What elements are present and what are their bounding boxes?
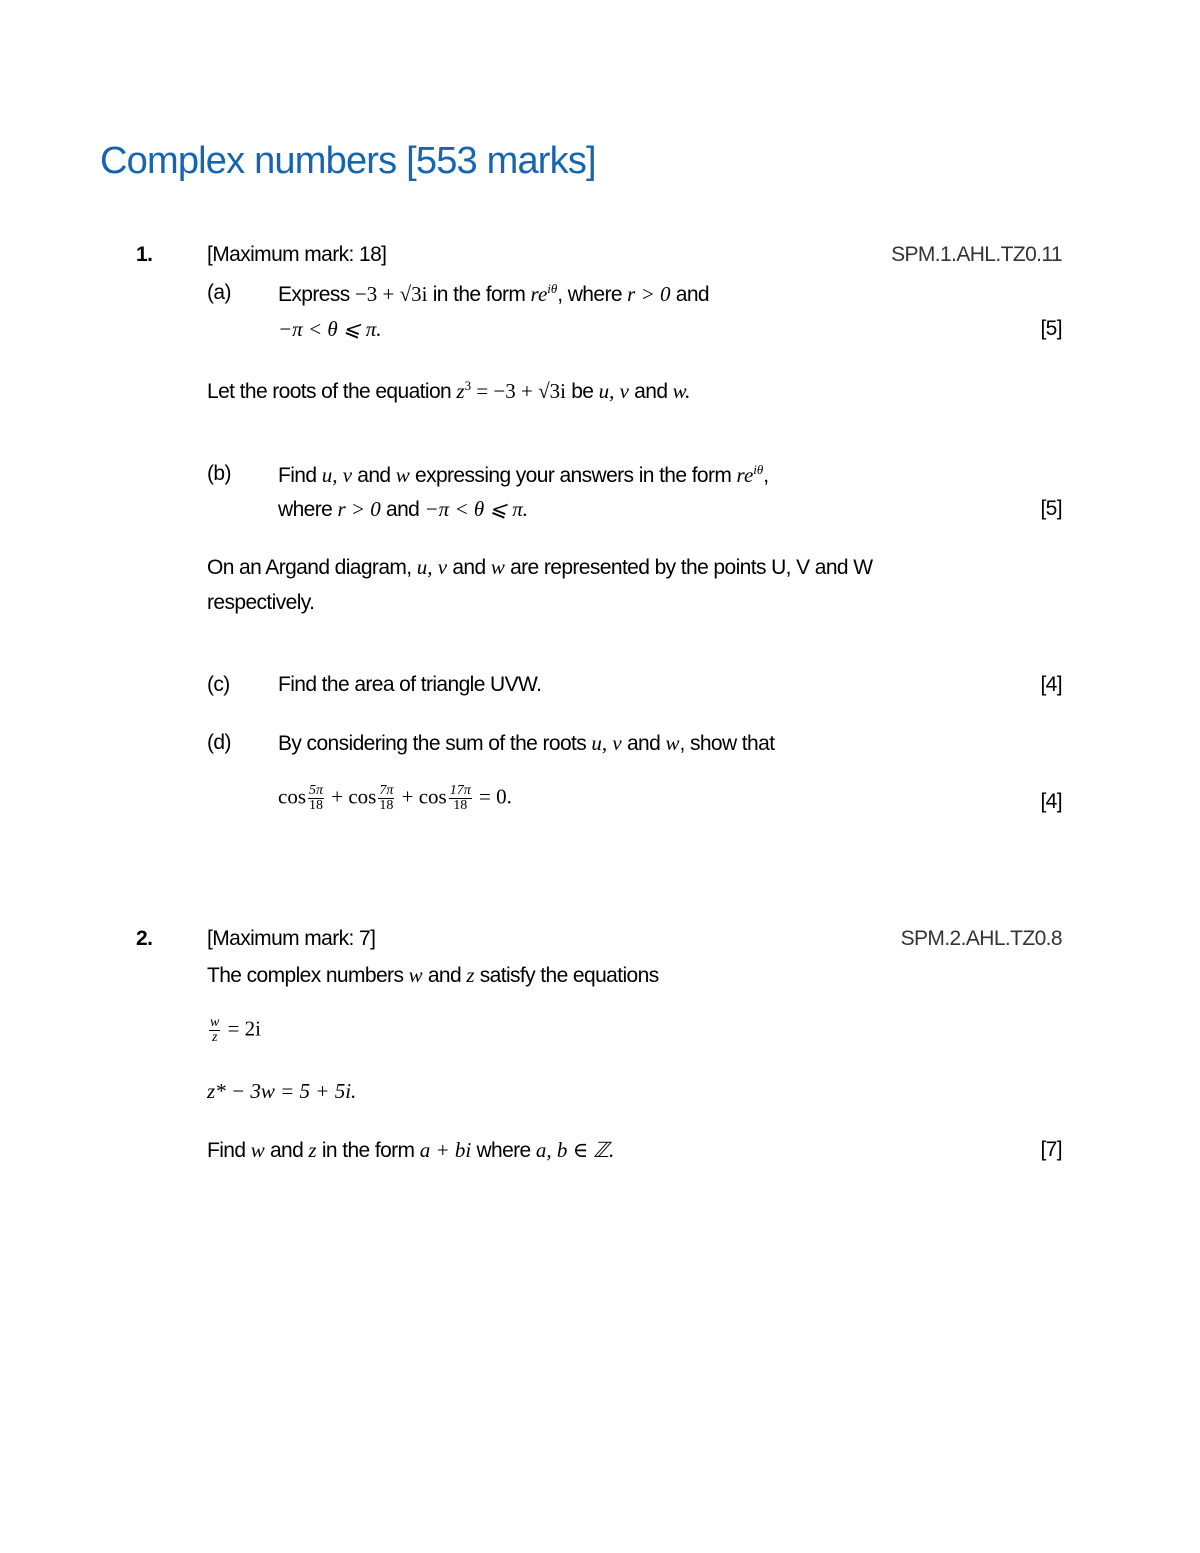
equation-1-rhs: = 2i: [222, 1016, 262, 1041]
roots-text-3: and: [628, 380, 673, 403]
find-text-2: and: [264, 1139, 309, 1162]
find-ab-integers: a, b ∈ ℤ.: [535, 1138, 615, 1162]
cos-1: cos: [278, 784, 306, 809]
part-b-text-2: and: [352, 464, 396, 487]
find-a-plus-bi: a + bi: [419, 1138, 472, 1162]
part-d-text-1: By considering the sum of the roots: [278, 732, 592, 755]
fraction-w-over-z: [209, 1016, 220, 1045]
part-b-theta-range: −π < θ ⩽ π.: [424, 497, 529, 521]
part-d-text-3: , show that: [679, 732, 775, 755]
part-a-theta-range: −π < θ ⩽ π.: [278, 317, 382, 341]
cos-2: cos: [348, 784, 377, 809]
part-d-line-1: [278, 731, 774, 756]
roots-w: w.: [672, 379, 691, 403]
part-b-label: (b): [207, 462, 231, 485]
roots-text-1: Let the roots of the equation: [207, 380, 457, 403]
part-a-re: re: [530, 282, 548, 306]
part-c-label: (c): [207, 673, 230, 696]
part-a-marks: [5]: [1040, 317, 1062, 340]
part-a-line-1: [278, 281, 709, 307]
q2-text-3: satisfy the equations: [474, 964, 659, 987]
argand-text-2: and: [447, 556, 491, 579]
find-text-3: in the form: [316, 1139, 420, 1162]
question-1-max-mark: [Maximum mark: 18]: [207, 243, 387, 266]
question-2-max-mark: [Maximum mark: 7]: [207, 927, 376, 950]
part-d-text-2: and: [621, 732, 666, 755]
plus-1: +: [326, 784, 349, 809]
part-a-text-where: , where: [557, 283, 628, 306]
fraction-7pi-18: [378, 784, 394, 813]
q2-text-2: and: [422, 964, 467, 987]
part-a-expression: −3 + √3i: [354, 282, 428, 306]
page-title: Complex numbers [553 marks]: [100, 140, 596, 182]
roots-statement: [207, 378, 690, 404]
question-1-reference: SPM.1.AHL.TZ0.11: [891, 243, 1062, 266]
part-b-line-1: [278, 462, 769, 488]
question-2-task: [207, 1138, 614, 1163]
part-d-w: w: [665, 731, 680, 755]
equation-2: z* − 3w = 5 + 5i.: [207, 1079, 357, 1103]
find-w: w: [250, 1138, 265, 1162]
part-d-marks: [4]: [1040, 790, 1062, 813]
q2-z: z: [466, 963, 475, 987]
roots-equation: = −3 + √3i: [471, 379, 566, 403]
part-a-text-inform: in the form: [427, 283, 531, 306]
plus-2: +: [396, 784, 419, 809]
part-a-label: (a): [207, 281, 231, 304]
cos-3: cos: [418, 784, 447, 809]
question-2-reference: SPM.2.AHL.TZ0.8: [900, 927, 1062, 950]
part-a-r-condition: r > 0: [627, 282, 671, 306]
fraction-2-denominator: 18: [379, 798, 394, 813]
fraction-w: w: [210, 1015, 220, 1030]
fraction-1-numerator: 5π: [309, 783, 324, 798]
roots-z: z: [456, 379, 465, 403]
question-2-marks: [7]: [1040, 1138, 1062, 1161]
part-b-comma: ,: [763, 464, 769, 487]
fraction-3-numerator: 17π: [449, 783, 471, 798]
part-c-marks: [4]: [1040, 673, 1062, 696]
part-b-text-5: and: [380, 498, 425, 521]
part-d-uv: u, v: [591, 731, 622, 755]
part-b-marks: [5]: [1040, 497, 1062, 520]
roots-uv: u, v: [598, 379, 629, 403]
part-b-w: w: [395, 463, 410, 487]
roots-text-2: be: [565, 380, 599, 403]
argand-text-1: On an Argand diagram,: [207, 556, 417, 579]
argand-statement-line-2: respectively.: [207, 591, 315, 614]
fraction-z: z: [211, 1030, 218, 1045]
fraction-17pi-18: [449, 784, 472, 813]
fraction-1-denominator: 18: [309, 798, 323, 813]
part-b-text-4: where: [278, 498, 338, 521]
part-b-uv: u, v: [321, 463, 353, 487]
argand-statement-line-1: [207, 555, 872, 580]
part-d-cos-sum: [278, 784, 512, 813]
question-2-number: 2.: [136, 927, 153, 950]
argand-w: w: [490, 555, 505, 579]
fraction-3-denominator: 18: [453, 798, 468, 813]
find-text-4: where: [471, 1139, 536, 1162]
part-b-text-1: Find: [278, 464, 322, 487]
find-text-1: Find: [207, 1139, 251, 1162]
question-2-stem: [207, 963, 659, 988]
argand-text-3: are represented by the points U, V and W: [504, 556, 873, 579]
fraction-5pi-18: [308, 784, 324, 813]
part-a-itheta: iθ: [547, 281, 558, 296]
part-b-itheta: iθ: [753, 462, 764, 477]
part-a-text-express: Express: [278, 283, 350, 306]
part-b-line-2: [278, 497, 528, 522]
equals-zero: = 0.: [473, 784, 512, 809]
roots-cube: 3: [464, 378, 472, 393]
part-d-label: (d): [207, 731, 231, 754]
q2-text-1: The complex numbers: [207, 964, 409, 987]
argand-uv: u, v: [416, 555, 448, 579]
equation-1: [207, 1016, 261, 1045]
part-b-r-condition: r > 0: [337, 497, 381, 521]
part-b-text-3: expressing your answers in the form: [409, 464, 737, 487]
fraction-2-numerator: 7π: [379, 783, 394, 798]
part-c-text: Find the area of triangle UVW.: [278, 673, 542, 696]
q2-w: w: [408, 963, 423, 987]
find-z: z: [308, 1138, 317, 1162]
part-a-text-and: and: [670, 283, 709, 306]
question-1-number: 1.: [136, 243, 153, 266]
part-b-re: re: [736, 463, 754, 487]
